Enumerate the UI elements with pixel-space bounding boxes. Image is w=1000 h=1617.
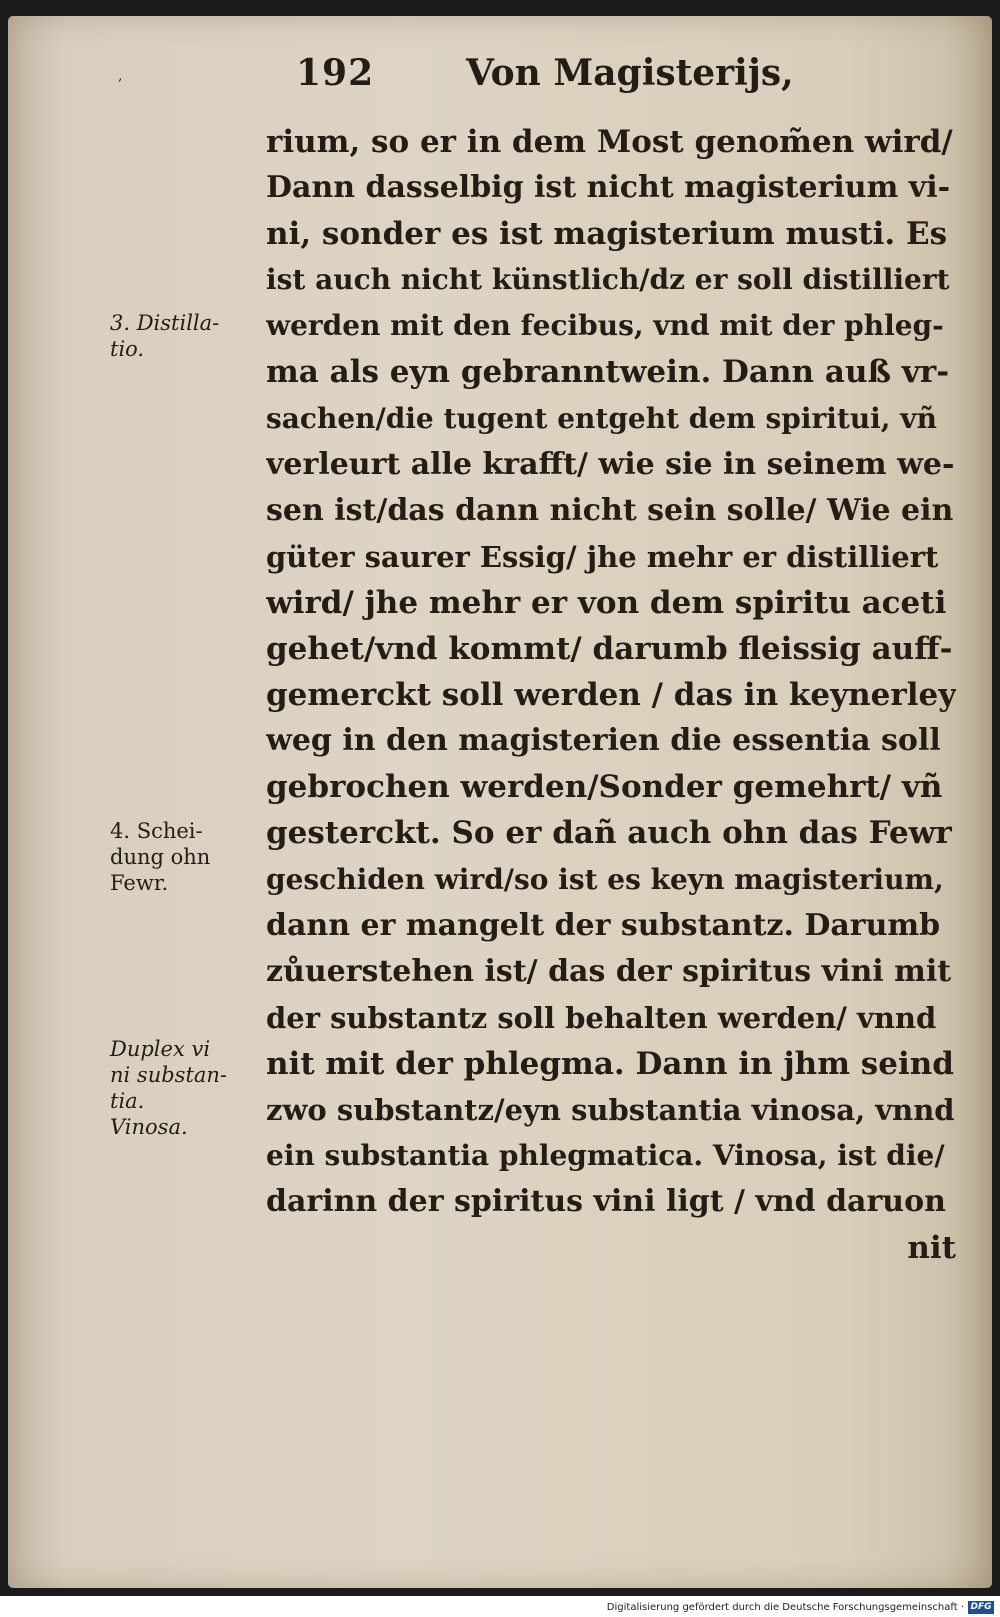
text-line: ist auch nicht künstlich/dz er soll distilliert [266,263,950,297]
margin-note-duplex: Duplex vi ni substan- tia. [110,1037,228,1113]
text-line: darinn der spiritus vini ligt / vnd daruon [266,1184,946,1220]
text-line: gehet/vnd kommt/ darumb fleissig auff- [266,631,953,668]
text-line: sachen/die tugent entgeht dem spiritui, vñ [266,401,937,435]
catchword: nit [907,1230,956,1267]
text-line: gesterckt. So er dañ auch ohn das Fewr [266,815,952,852]
text-line: zůuerstehen ist/ das der spiritus vini mit [266,953,952,989]
text-line: weg in den magisterien die essentia soll [266,723,941,759]
text-line: der substantz soll behalten werden/ vnnd [266,1000,937,1035]
text-line: rium, so er in dem Most genom̃en wird/ [266,124,953,160]
dfg-logo: DFG [968,1601,994,1614]
text-line: güter saurer Essig/ jhe mehr er distilliert [266,539,939,574]
text-line: ein substantia phlegmatica. Vinosa, ist die/ [266,1139,945,1173]
text-line: ma als eyn gebranntwein. Dann auß vr- [266,354,950,391]
text-line: Dann dasselbig ist nicht magisterium vi- [266,170,951,206]
text-line: verleurt alle krafft/ wie sie in seinem we- [266,446,955,482]
footer-credit [607,1600,994,1615]
text-line: nit mit der phlegma. Dann in jhm seind [266,1045,954,1082]
text-line: wird/ jhe mehr er von dem spiritu aceti [266,584,947,621]
text-line: ni, sonder es ist magisterium musti. Es [266,216,948,253]
page-header [0,44,1000,104]
text-line: gemerckt soll werden / das in keynerley [266,677,956,714]
margin-note-scheidung: 4. Schei- dung ohn Fewr. [110,819,211,895]
funding-credit-text: Digitalisierung gefördert durch die Deutsche Forschungsgemeinschaft · [606,1602,964,1613]
text-line: sen ist/das dann nicht sein solle/ Wie ein [266,492,954,528]
body-text [266,119,956,1271]
margin-note-distillatio: 3. Distilla- tio. [110,311,220,361]
stray-mark: , [118,68,123,84]
margin-note-vinosa: Vinosa. [110,1115,188,1139]
text-line: geschiden wird/so ist es keyn magisterium, [266,862,944,896]
running-head: Von Magisterijs, [466,52,794,94]
text-line: werden mit den fecibus, vnd mit der phleg- [266,309,944,343]
text-line: dann er mangelt der substantz. Darumb [266,907,941,943]
page-number: 192 [296,52,375,94]
text-line: zwo substantz/eyn substantia vinosa, vnnd [266,1092,955,1127]
text-line: gebrochen werden/Sonder gemehrt/ vñ [266,769,943,806]
